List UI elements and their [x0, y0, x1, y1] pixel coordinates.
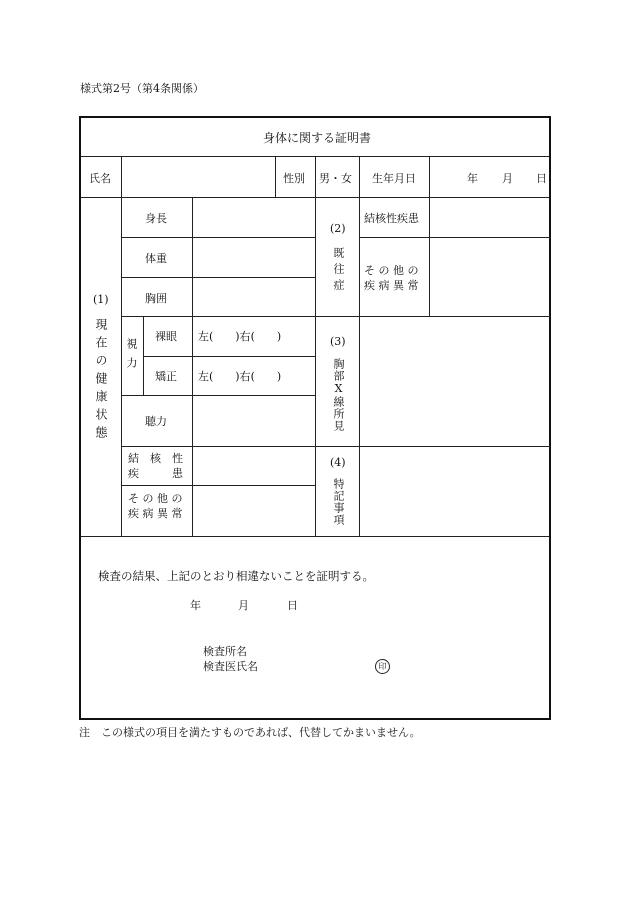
birth-year-label: 年: [467, 172, 478, 185]
corrected-lr-field[interactable]: 左( )右( ): [198, 370, 282, 383]
cert-year-label: 年: [190, 599, 201, 612]
certificate-form: [79, 116, 551, 720]
birthdate-label: 生年月日: [372, 172, 416, 185]
form-title: 身体に関する証明書: [263, 131, 372, 145]
height-label: 身長: [145, 212, 167, 225]
naked-eye-label: 裸眼: [155, 330, 177, 343]
birth-month-label: 月: [502, 172, 513, 185]
cert-day-label: 日: [287, 599, 298, 612]
naked-eye-lr-field[interactable]: 左( )右( ): [198, 330, 282, 343]
facility-label: 検査所名: [203, 645, 247, 658]
corrected-label: 矯正: [155, 370, 177, 383]
other-diseases-label-line2: 疾 病 異 常: [128, 507, 183, 520]
past-other-label-line1: そ の 他 の: [364, 264, 419, 277]
sex-label: 性別: [283, 172, 305, 185]
chest-label: 胸囲: [145, 292, 167, 305]
name-label: 氏名: [89, 172, 111, 185]
seal-mark: 印: [375, 659, 390, 674]
section1-title: 現在の健康状態: [94, 318, 108, 444]
section4-number: (4): [330, 456, 346, 469]
past-tuberculosis-label: 結核性疾患: [364, 212, 419, 225]
sex-options[interactable]: 男・女: [319, 172, 352, 185]
section1-number: (1): [93, 293, 109, 306]
section4-title: 特記事項: [332, 478, 345, 526]
section2-number: (2): [330, 222, 346, 235]
form-number: 様式第2号（第4条関係）: [80, 82, 204, 95]
name-field[interactable]: [122, 160, 274, 194]
birth-day-label: 日: [536, 172, 547, 185]
section2-title: 既往症: [332, 247, 345, 295]
footnote: 注 この様式の項目を満たすものであれば、代替してかまいません。: [79, 726, 421, 739]
weight-label: 体重: [145, 252, 167, 265]
other-diseases-label-line1: そ の 他 の: [128, 492, 183, 505]
section3-number: (3): [330, 335, 346, 348]
hearing-label: 聴力: [145, 415, 167, 428]
tuberculosis-label-line2: 疾 患: [128, 467, 183, 480]
section3-title: 胸部X線所見: [332, 358, 345, 432]
certification-statement: 検査の結果、上記のとおり相違ないことを証明する。: [98, 569, 374, 583]
cert-month-label: 月: [238, 599, 249, 612]
past-other-label-line2: 疾 病 異 常: [364, 279, 419, 292]
doctor-label: 検査医氏名: [203, 660, 258, 673]
vision-label: 視力: [125, 338, 138, 376]
tuberculosis-label-line1: 結 核 性: [128, 452, 183, 465]
